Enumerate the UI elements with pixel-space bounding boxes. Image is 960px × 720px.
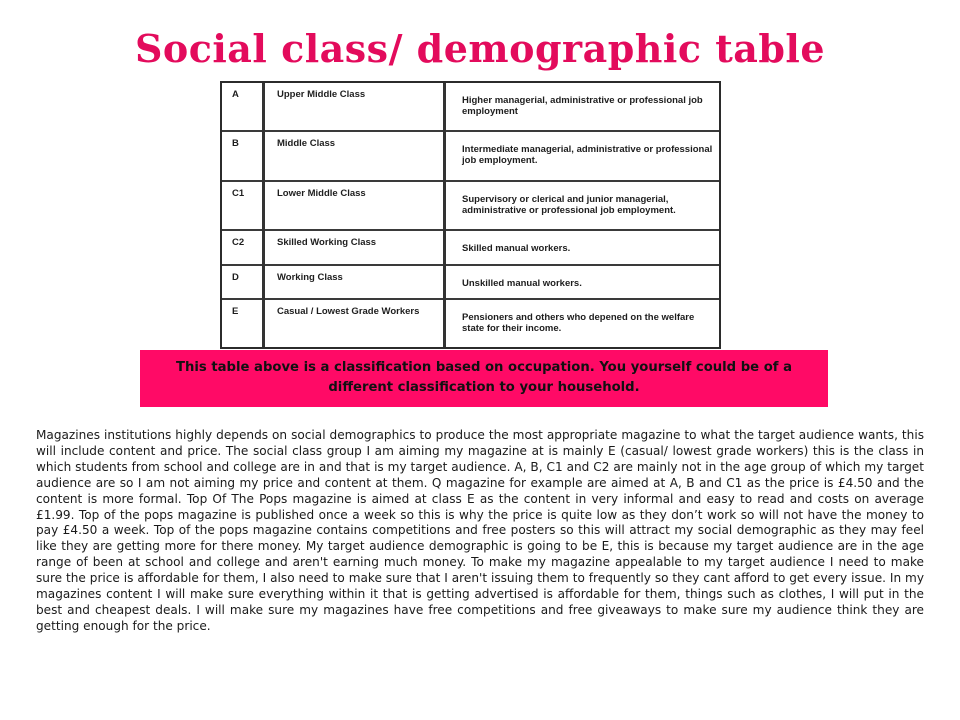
grade-cell: D bbox=[222, 265, 264, 299]
body-paragraph: Magazines institutions highly depends on social demographics to produce the most appropriate magazine to what the target audience wants, this will include content and price. The social class group I am aiming my magazine at is mainly E (casual/ lowest grade workers) this is the class in which students from school and college are in and that is my target audience. A, B, C1 and C2 are mainly not in the age group of which my target audience are so I am not aiming my price and content at them. Q magazine for example are aimed at A, B and C1 as the price is £4.50 and the content is more formal. Top Of The Pops magazine is aimed at class E as the content in very informal and easy to read and costs on average £1.99. Top of the pops magazine is published once a week so this is why the price is quite low as they don’t work so will not have the money to pay £4.50 a week. Top of the pops magazine contains competitions and free posters so this will attract my social demographic as they may feel like they are getting more for there money. My target audience demographic is going to be E, this is because my target audience are in the age range of been at school and college and aren't earning much money. To make my magazine appealable to my target audience I need to make sure the price is affordable for them, I also need to make sure that I aren't issuing them to frequently so they cant afford to get every issue. In my magazines content I will make sure everything within it that is getting advertised is affordable for them, things such as clothes, I will put in the best and cheapest deals. I will make sure my magazines have free competitions and free giveaways to make sure my audience think they are getting enough for the price. bbox=[36, 428, 924, 633]
description-cell: Pensioners and others who depened on the welfare state for their income. bbox=[445, 299, 720, 347]
grade-cell: A bbox=[222, 83, 264, 131]
description-cell: Intermediate managerial, administrative or professional job employment. bbox=[445, 131, 720, 181]
table-row bbox=[222, 83, 719, 131]
social-class-table bbox=[222, 83, 719, 347]
description-cell: Skilled manual workers. bbox=[445, 230, 720, 264]
class-cell: Upper Middle Class bbox=[264, 83, 445, 131]
classification-note: This table above is a classification based on occupation. You yourself could be of a different classification to your household. bbox=[140, 350, 828, 407]
grade-cell: E bbox=[222, 299, 264, 347]
description-cell: Unskilled manual workers. bbox=[445, 265, 720, 299]
class-cell: Skilled Working Class bbox=[264, 230, 445, 264]
description-cell: Supervisory or clerical and junior managerial, administrative or professional job employment. bbox=[445, 181, 720, 231]
page-title: Social class/ demographic table bbox=[134, 26, 826, 71]
class-cell: Casual / Lowest Grade Workers bbox=[264, 299, 445, 347]
grade-cell: C1 bbox=[222, 181, 264, 231]
class-cell: Lower Middle Class bbox=[264, 181, 445, 231]
table-row bbox=[222, 299, 719, 347]
table-row bbox=[222, 230, 719, 264]
grade-cell: C2 bbox=[222, 230, 264, 264]
grade-cell: B bbox=[222, 131, 264, 181]
classification-table bbox=[220, 81, 721, 349]
description-cell: Higher managerial, administrative or professional job employment bbox=[445, 83, 720, 131]
class-cell: Middle Class bbox=[264, 131, 445, 181]
table-row bbox=[222, 131, 719, 181]
table-row bbox=[222, 181, 719, 231]
class-cell: Working Class bbox=[264, 265, 445, 299]
table-row bbox=[222, 265, 719, 299]
